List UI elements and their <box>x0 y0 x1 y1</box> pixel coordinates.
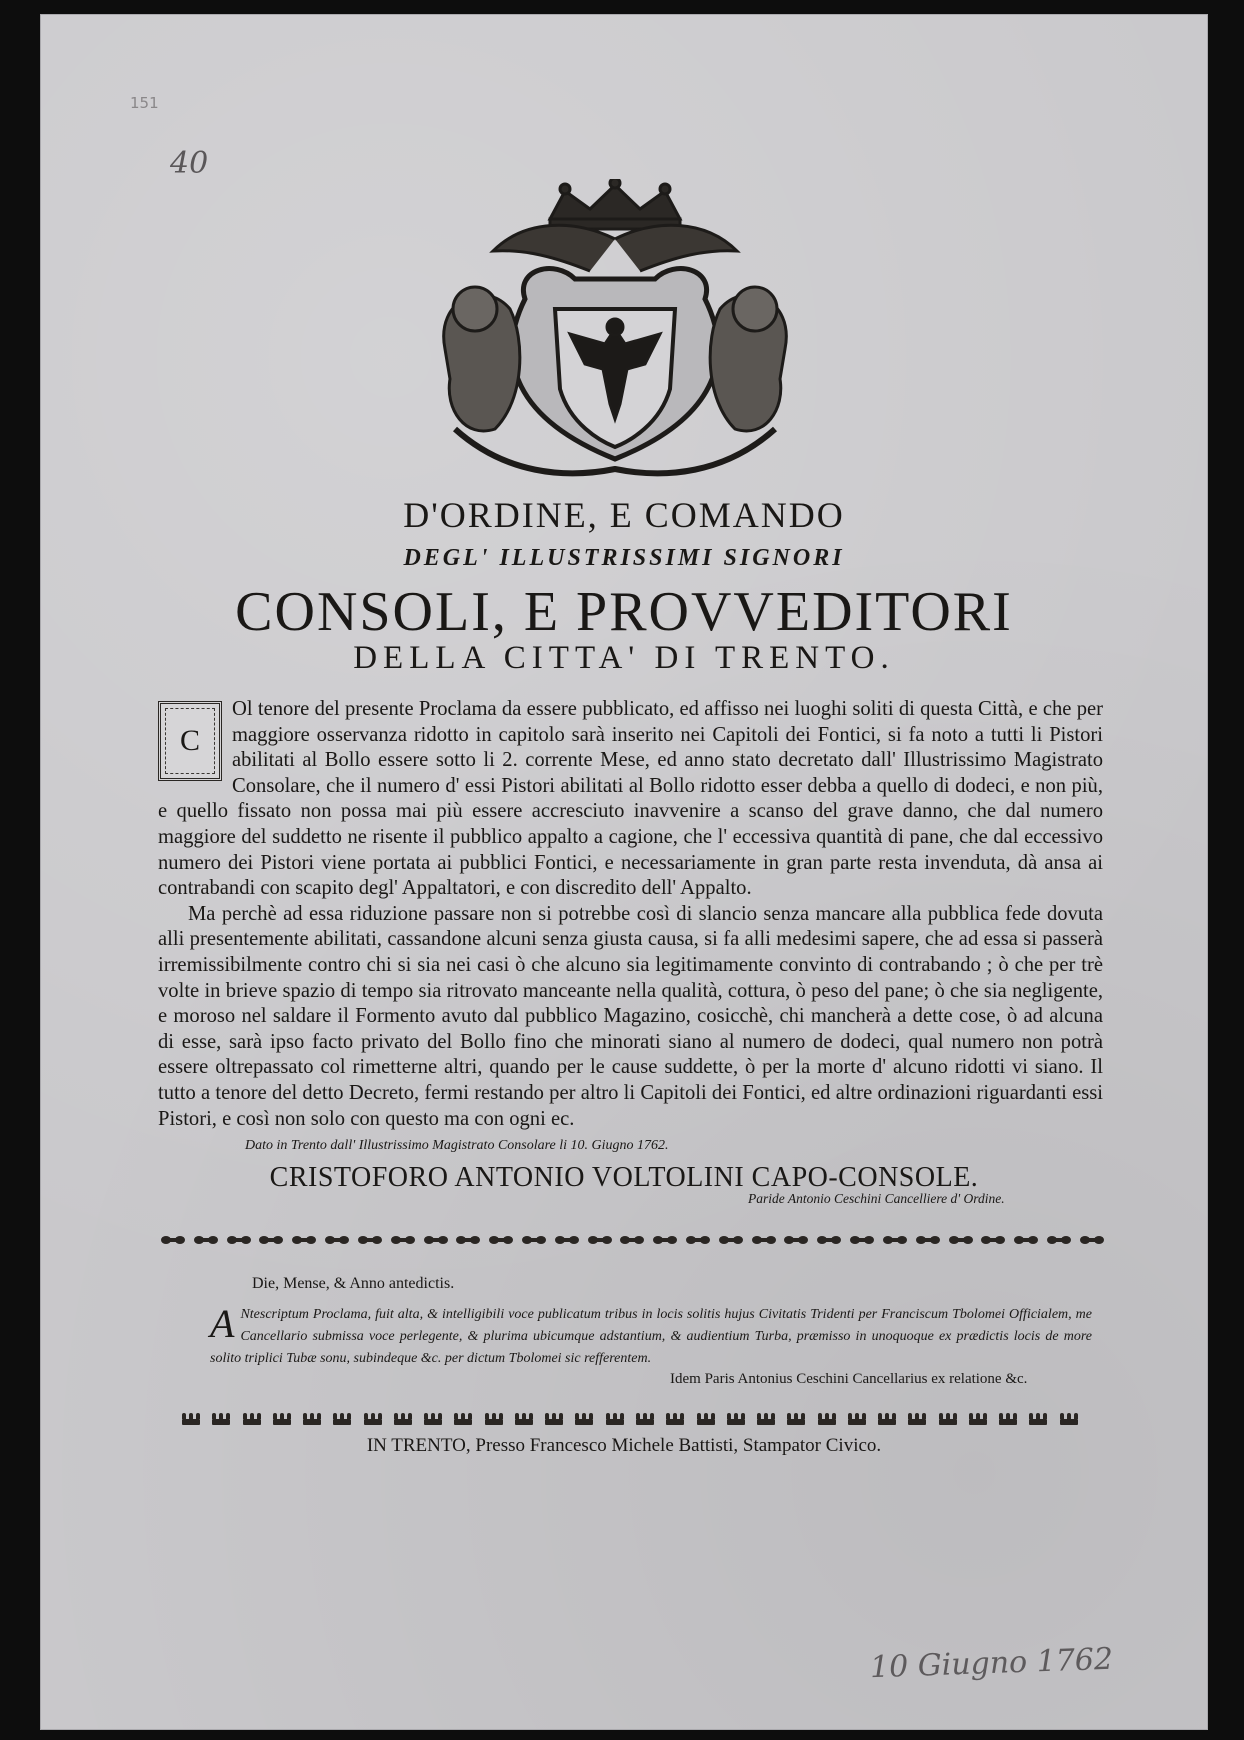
publication-date-line: Die, Mense, & Anno antedictis. <box>252 1275 455 1292</box>
crown-ornament-glyph <box>785 1413 807 1427</box>
ornament-glyph <box>619 1233 645 1247</box>
latin-initial: A <box>210 1301 235 1346</box>
ornament-glyph <box>160 1233 186 1247</box>
crown-border <box>180 1412 1080 1428</box>
ornament-glyph <box>685 1233 711 1247</box>
ornament-glyph <box>751 1233 777 1247</box>
proclamation-sheet <box>40 14 1208 1730</box>
handwritten-date: 10 Giugno 1762 <box>869 1641 1114 1686</box>
pencil-number: 151 <box>130 94 159 112</box>
crown-ornament-glyph <box>1027 1413 1049 1427</box>
crown-ornament-glyph <box>1058 1413 1080 1427</box>
signature: CRISTOFORO ANTONIO VOLTOLINI CAPO-CONSOLE. <box>269 1162 979 1193</box>
ornament-glyph <box>980 1233 1006 1247</box>
crown-ornament-glyph <box>271 1413 293 1427</box>
ornament-glyph <box>816 1233 842 1247</box>
crown-ornament-glyph <box>573 1413 595 1427</box>
ornament-glyph <box>423 1233 449 1247</box>
chancellor-line: Paride Antonio Ceschini Cancelliere d' Ordine. <box>748 1191 1005 1206</box>
crown-ornament-glyph <box>937 1413 959 1427</box>
ornament-glyph <box>718 1233 744 1247</box>
ornament-glyph <box>258 1233 284 1247</box>
ornament-glyph <box>390 1233 416 1247</box>
crown-ornament-glyph <box>513 1413 535 1427</box>
ornament-glyph <box>587 1233 613 1247</box>
ornament-glyph <box>882 1233 908 1247</box>
body-paragraph-1: Ol tenore del presente Proclama da essere pubblicato, ed affisso nei luoghi soliti di questa Città, e che per maggiore osservanza ridotto in capitolo sarà inserito nei Capitoli dei Fontici, si fa noto a tutti li Pistori abilitati al Bollo essere sotto li 2. corrente Mese, ed anno stato decretato dall' Illustrissimo Magistrato Consolare, che il numero d' essi Pistori abilitati al Bollo ridotto esser debba a quello di dodeci, e non più, e quello fissato non possa mai più essere accresciuto inavvenire a scanso del grave danno, che dal numero maggiore del suddetto ne risente il pubblico appalto a cagione, che l' eccessiva quantità di pane, che dal eccessivo numero dei Pistori viene portata ai pubblici Fontici, e necessariamente in gran parte resta invenduta, dà ansa ai contrabandi con scapito degl' Appaltatori, e con discredito dell' Appalto. <box>158 698 1103 900</box>
latin-attestation <box>210 1301 1092 1370</box>
ornament-glyph <box>324 1233 350 1247</box>
body-paragraph-2: Ma perchè ad essa riduzione passare non si potrebbe così di slancio senza mancare alla pubblica fede dovuta alli presentemente abilitati, cassandone alcuni senza giusta causa, si fa alli medesimi sapere, che ad essa si passerà irremissibilmente contro chi si sia nei casi ò che alcuno sia legitimamente convinto di contrabando ; ò che per trè volte in brieve spazio di tempo sia ritrovato manceante nella qualità, cottura, ò peso del pane; ò che sia negligente, e moroso nel saldare il Formento avuto dal pubblico Magazino, cosicchè, chi mancherà a dette cose, ò ad alcuna di esse, sarà ipso facto privato del Bollo fino che minorati siano al numero de dodeci, qual numero non potrà essere oltrepassato col rimetterne altri, quando per le cause suddette, ò per la morte d' alcuno ridotti vi siano. Il tutto a tenore del detto Decreto, fermi restando per altro li Capitoli dei Fontici, ed altre ordinazioni riguardanti essi Pistori, e così non solo con questo ma con ogni ec. <box>158 902 1103 1130</box>
coat-of-arms-emblem <box>415 179 815 479</box>
crown-ornament-glyph <box>543 1413 565 1427</box>
ornament-glyph <box>554 1233 580 1247</box>
ornament-glyph <box>783 1233 809 1247</box>
crown-ornament-glyph <box>604 1413 626 1427</box>
ornament-glyph <box>1013 1233 1039 1247</box>
ornament-glyph <box>521 1233 547 1247</box>
crown-ornament-glyph <box>725 1413 747 1427</box>
crown-ornament-glyph <box>634 1413 656 1427</box>
crown-ornament-glyph <box>180 1413 202 1427</box>
crown-ornament-glyph <box>301 1413 323 1427</box>
crown-ornament-glyph <box>392 1413 414 1427</box>
ornament-glyph <box>849 1233 875 1247</box>
crown-ornament-glyph <box>362 1413 384 1427</box>
ornament-glyph <box>226 1233 252 1247</box>
ornament-glyph <box>193 1233 219 1247</box>
crown-ornament-glyph <box>906 1413 928 1427</box>
heading-consoli: CONSOLI, E PROVVEDITORI <box>235 581 1013 643</box>
printer-imprint: IN TRENTO, Presso Francesco Michele Battisti, Stampator Civico. <box>366 1435 882 1456</box>
crown-ornament-glyph <box>695 1413 717 1427</box>
crown-ornament-glyph <box>755 1413 777 1427</box>
ornament-glyph <box>948 1233 974 1247</box>
crown-ornament-glyph <box>846 1413 868 1427</box>
crown-ornament-glyph <box>331 1413 353 1427</box>
ornamental-border <box>160 1232 1105 1248</box>
ornament-glyph <box>1079 1233 1105 1247</box>
crown-ornament-glyph <box>967 1413 989 1427</box>
ornament-glyph <box>357 1233 383 1247</box>
dato-line: Dato in Trento dall' Illustrissimo Magistrato Consolare li 10. Giugno 1762. <box>245 1138 669 1153</box>
latin-text: Ntescriptum Proclama, fuit alta, & intelligibili voce publicatum tribus in locis solitis hujus Civitatis Tridenti per Franciscum Tbolomei Officialem, me Cancellario submissa voce perlegente, & plurima ubicumque adstantium, & audientium Turba, præmisso in unoquoque ex prædictis locis de more solito triplici Tubæ sonu, subindeque &c. per dictum Tbolomei sic refferentem. <box>210 1307 1092 1366</box>
ornament-glyph <box>915 1233 941 1247</box>
ink-number: 40 <box>170 146 209 181</box>
proclamation-body <box>158 697 1103 1132</box>
crown-ornament-glyph <box>997 1413 1019 1427</box>
crown-ornament-glyph <box>664 1413 686 1427</box>
crown-ornament-glyph <box>241 1413 263 1427</box>
ornament-glyph <box>652 1233 678 1247</box>
ornament-glyph <box>1046 1233 1072 1247</box>
ornament-glyph <box>488 1233 514 1247</box>
crown-ornament-glyph <box>483 1413 505 1427</box>
ornament-glyph <box>291 1233 317 1247</box>
crown-ornament-glyph <box>452 1413 474 1427</box>
crown-ornament-glyph <box>210 1413 232 1427</box>
crown-ornament-glyph <box>816 1413 838 1427</box>
heading-signori: DEGL' ILLUSTRISSIMI SIGNORI <box>403 545 845 571</box>
crown-ornament-glyph <box>876 1413 898 1427</box>
crown-ornament-glyph <box>422 1413 444 1427</box>
idem-line: Idem Paris Antonius Ceschini Cancellarius ex relatione &c. <box>670 1371 1028 1387</box>
heading-order: D'ORDINE, E COMANDO <box>403 495 845 535</box>
dropcap-initial: C <box>158 701 222 781</box>
heading-citta: DELLA CITTA' DI TRENTO. <box>353 640 895 676</box>
ornament-glyph <box>455 1233 481 1247</box>
